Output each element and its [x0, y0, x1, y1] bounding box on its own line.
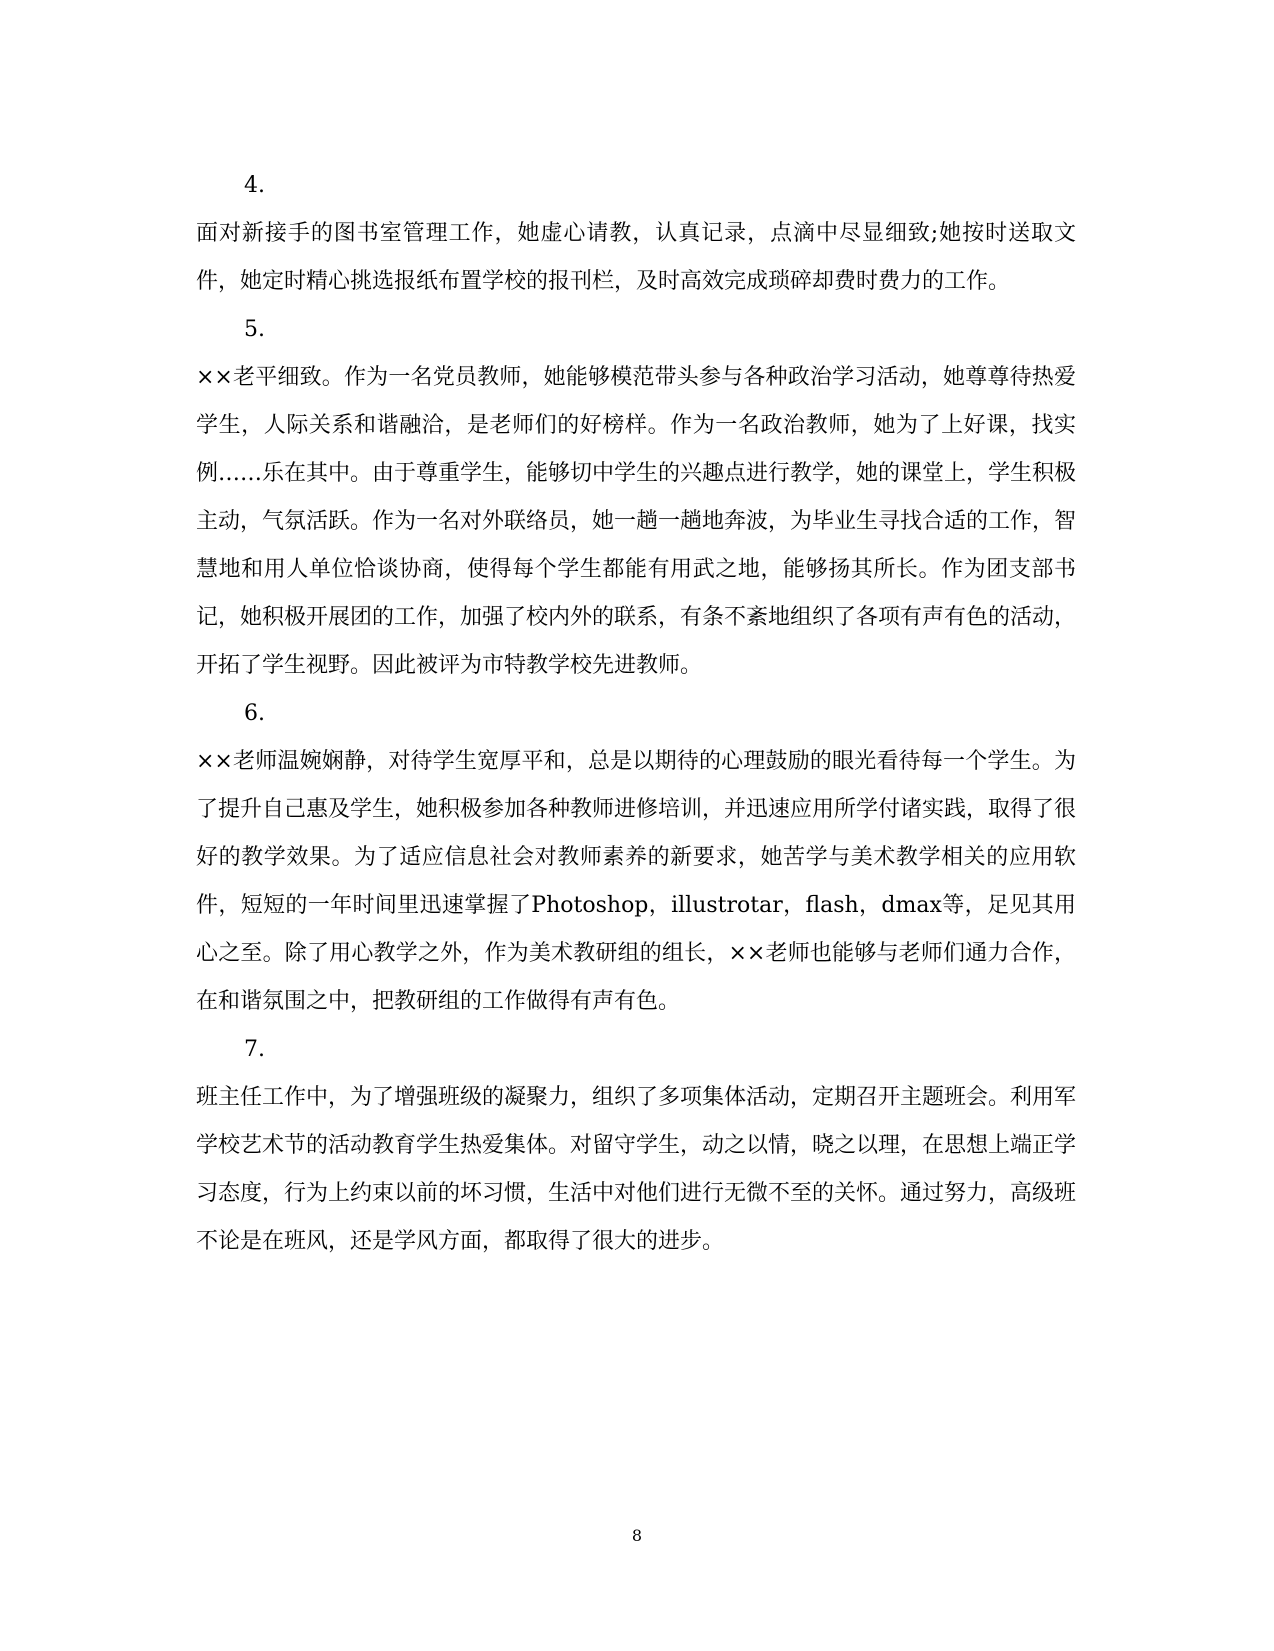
section-number: 6. — [244, 701, 265, 726]
section-paragraph: ××老平细致。作为一名党员教师，她能够模范带头参与各种政治学习活动，她尊尊待热爱学生，人际关系和谐融洽，是老师们的好榜样。作为一名政治教师，她为了上好课，找实例……乐在其中。由于尊重学生，能够切中学生的兴趣点进行教学，她的课堂上，学生积极主动，气氛活跃。作为一名对外联络员，她一趟一趟地奔波，为毕业生寻找合适的工作，智慧地和用人单位恰谈协商，使得每个学生都能有用武之地，能够扬其所长。作为团支部书记，她积极开展团的工作，加强了校内外的联系，有条不紊地组织了各项有声有色的活动，开拓了学生视野。因此被评为市特教学校先进教师。 — [196, 365, 1077, 678]
section-number: 5. — [244, 317, 265, 342]
section-paragraph: 面对新接手的图书室管理工作，她虚心请教，认真记录，点滴中尽显细致;她按时送取文件，她定时精心挑选报纸布置学校的报刊栏，及时高效完成琐碎却费时费力的工作。 — [196, 221, 1076, 294]
section-number: 4. — [244, 173, 265, 198]
section-paragraph: ××老师温婉娴静，对待学生宽厚平和，总是以期待的心理鼓励的眼光看待每一个学生。为了提升自己惠及学生，她积极参加各种教师进修培训，并迅速应用所学付诸实践，取得了很好的教学效果。为了适应信息社会对教师素养的新要求，她苦学与美术教学相关的应用软件，短短的一年时间里迅速掌握了Photoshop，illustrotar，flash，dmax等，足见其用心之至。除了用心教学之外，作为美术教研组的组长，××老师也能够与老师们通力合作，在和谐氛围之中，把教研组的工作做得有声有色。 — [196, 749, 1077, 1014]
document-body — [196, 162, 1076, 1266]
section-paragraph: 班主任工作中，为了增强班级的凝聚力，组织了多项集体活动，定期召开主题班会。利用军学校艺术节的活动教育学生热爱集体。对留守学生，动之以情，晓之以理，在思想上端正学习态度，行为上约束以前的坏习惯，生活中对他们进行无微不至的关怀。通过努力，高级班不论是在班风，还是学风方面，都取得了很大的进步。 — [196, 1085, 1077, 1254]
section-number: 7. — [244, 1037, 265, 1062]
page-number: 8 — [631, 1526, 643, 1545]
